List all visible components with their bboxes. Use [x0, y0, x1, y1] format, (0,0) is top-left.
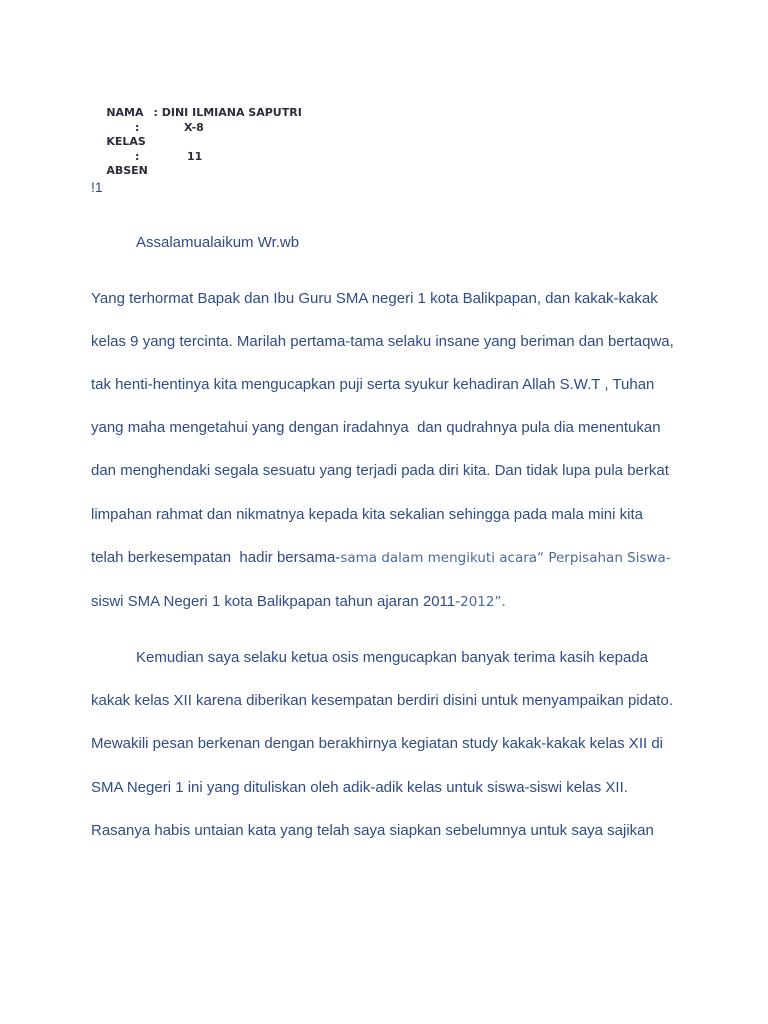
paragraph-1-line-alt: sama dalam mengikuti acara“ Perpisahan Siswa- — [340, 550, 671, 566]
paragraph-1-line: yang maha mengetahui yang dengan iradahnya dan qudrahnya pula dia menentukan — [91, 419, 661, 436]
paragraph-2-line: Mewakili pesan berkenan dengan berakhirnya kegiatan study kakak-kakak kelas XII di — [91, 735, 663, 752]
kelas-value: X-8 — [184, 121, 204, 134]
kelas-label: KELAS — [106, 135, 146, 148]
greeting: Assalamualaikum Wr.wb — [136, 234, 300, 251]
paragraph-2-line: Rasanya habis untaian kata yang telah saya siapkan sebelumnya untuk saya sajikan — [91, 822, 654, 839]
paragraph-1-line: Yang terhormat Bapak dan Ibu Guru SMA negeri 1 kota Balikpapan, dan kakak-kakak — [91, 290, 658, 307]
paragraph-1-line-part: siswi SMA Negeri 1 kota Balikpapan tahun ajaran 2011- — [91, 593, 461, 610]
paragraph-1-line: dan menghendaki segala sesuatu yang terjadi pada diri kita. Dan tidak lupa pula berkat — [91, 462, 669, 479]
absen-value: 11 — [187, 150, 203, 163]
kelas-colon: : — [135, 121, 140, 134]
paragraph-1-line: limpahan rahmat dan nikmatnya kepada kita sekalian sehingga pada mala mini kita — [91, 506, 643, 523]
absen-row — [91, 150, 291, 220]
paragraph-1-line — [91, 549, 671, 567]
absen-colon: : — [135, 150, 140, 163]
paragraph-1-line: kelas 9 yang tercinta. Marilah pertama-tama selaku insane yang beriman dan bertaqwa, — [91, 333, 674, 350]
absen-label: ABSEN — [106, 164, 148, 177]
paragraph-1-line — [91, 593, 506, 611]
paragraph-2-line: SMA Negeri 1 ini yang dituliskan oleh adik-adik kelas untuk siswa-siswi kelas XII. — [91, 779, 628, 796]
nama-label: NAMA — [106, 106, 144, 119]
paragraph-1-line: tak henti-hentinya kita mengucapkan puji serta syukur kehadiran Allah S.W.T , Tuhan — [91, 376, 655, 393]
paragraph-1-line-part: telah berkesempatan hadir bersama- — [91, 549, 341, 566]
paragraph-2-line: kakak kelas XII karena diberikan kesempatan berdiri disini untuk menyampaikan pidato. — [91, 692, 673, 709]
nama-value: : DINI ILMIANA SAPUTRI — [153, 106, 302, 119]
paragraph-1-line-alt: 2012”. — [460, 594, 506, 610]
page-marker: !1 — [91, 179, 103, 195]
paragraph-2-line: Kemudian saya selaku ketua osis mengucapkan banyak terima kasih kepada — [136, 649, 648, 666]
